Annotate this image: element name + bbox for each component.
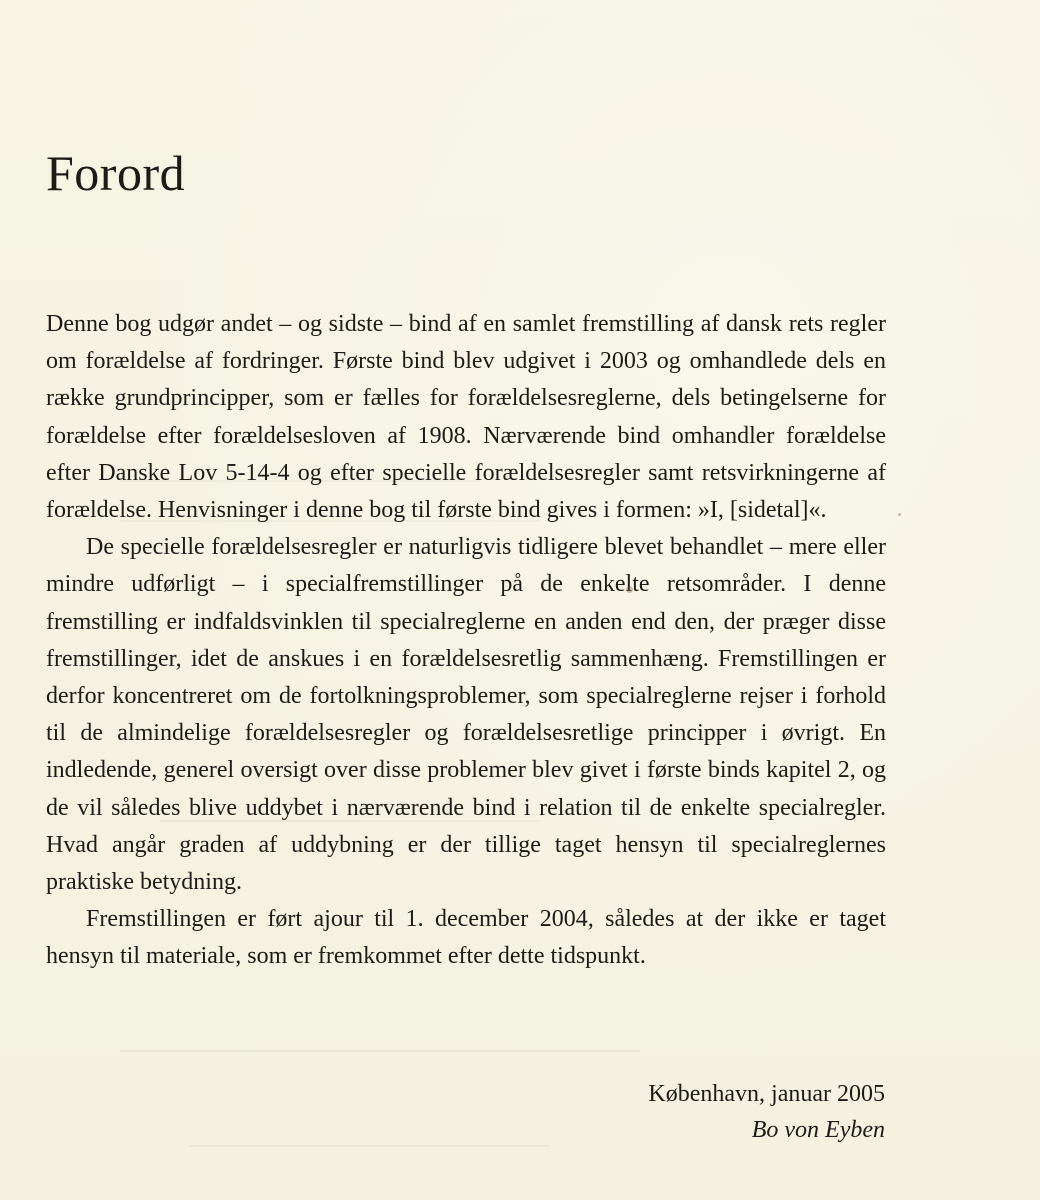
author-name: Bo von Eyben xyxy=(751,1117,885,1143)
foreword-body xyxy=(46,306,886,976)
paragraph-1: Denne bog udgør andet – og sidste – bind af en samlet fremstilling af dansk rets regler om forældelse af fordringer. Første bind blev udgivet i 2003 og omhandlede dels en række grundprincipper, som er fælles for forældelsesreglerne, dels betingelserne for forældelse efter forældelsesloven af 1908. Nærværende bind omhandler forældelse efter Danske Lov 5-14-4 og efter specielle forældelsesregler samt retsvirkningerne af forældelse. Henvisninger i denne bog til første bind gives i formen: »I, [sidetal]«. xyxy=(46,311,886,524)
show-through-line xyxy=(120,1050,640,1052)
paragraph-2: De specielle forældelsesregler er naturligvis tidligere blevet behandlet – mere eller mindre udførligt – i specialfremstillinger på de enkelte retsområder. I denne fremstilling er indfaldsvinklen til specialreglerne en anden end den, der præger disse fremstillinger, idet de anskues i en forældelsesretlig sammenhæng. Fremstillingen er derfor koncentreret om de fortolkningsproblemer, som specialreglerne rejser i forhold til de almindelige forældelsesregler og forældelsesretlige principper i øvrigt. En indledende, generel oversigt over disse problemer blev givet i første binds kapitel 2, og de vil således blive uddybet i nærværende bind i relation til de enkelte specialregler. Hvad angår graden af uddybning er der tillige taget hensyn til specialreglernes praktiske betydning. xyxy=(46,534,886,896)
paper-speck xyxy=(626,586,633,593)
paragraph-3: Fremstillingen er ført ajour til 1. december 2004, således at der ikke er taget hensyn til materiale, som er fremkommet efter dette tidspunkt. xyxy=(46,906,886,970)
signature-block xyxy=(648,1076,885,1148)
show-through-line xyxy=(190,1145,550,1147)
paper-speck xyxy=(898,513,901,516)
place-date: København, januar 2005 xyxy=(648,1081,885,1107)
page-title: Forord xyxy=(46,145,186,201)
